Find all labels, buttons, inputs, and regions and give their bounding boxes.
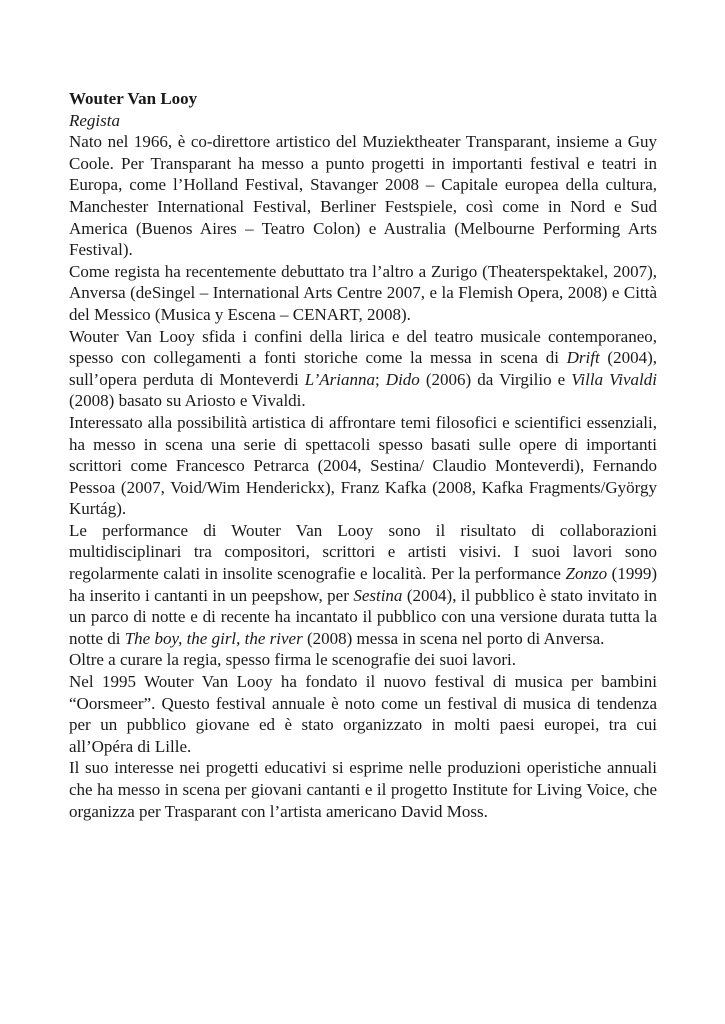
text-run: Le performance di Wouter Van Looy sono il risultato di collaborazioni multidisciplinari tra compositori, scrittori e artisti visivi. I suoi lavori sono regolarmente calati in insolite scenografie e località. Per la performance — [69, 520, 657, 584]
paragraph — [69, 520, 657, 650]
text-run: Interessato alla possibilità artistica di affrontare temi filosofici e scientifici essenziali, ha messo in scena una serie di spettacoli spesso basati sulle opere di importanti scrittori come Francesco Petrarca (2004, Sestina/ Claudio Monteverdi), Fernando Pessoa (2007, Void/Wim Henderickx), Franz Kafka (2008, Kafka Fragments/György Kurtág). — [69, 412, 657, 519]
text-run: (1999) ha inserito i cantanti in un peepshow, per — [69, 564, 657, 605]
italic-title: Drift — [566, 348, 600, 368]
text-run: ; — [375, 369, 386, 389]
text-run: (2004), il pubblico è stato invitato in un parco di notte e di recente ha incantato il pubblico con una versione durata tutta la notte di — [69, 585, 657, 648]
person-role: Regista — [69, 110, 120, 130]
text-run: (2006) da Virgilio e — [419, 369, 572, 389]
text-run: (2008) basato su Ariosto e Vivaldi. — [69, 391, 306, 411]
paragraph — [69, 261, 657, 326]
text-run: Il suo interesse nei progetti educativi si esprime nelle produzioni operistiche annuali che ha messo in scena per giovani cantanti e il progetto Institute for Living Voice, che organizza per Trasparant con l’artista americano David Moss. — [69, 758, 657, 821]
italic-title: The boy, the girl, the river — [124, 628, 303, 648]
italic-title: Dido — [385, 369, 420, 389]
text-run: Nato nel 1966, è co-direttore artistico del Muziektheater Transparant, insieme a Guy Coole. Per Transparant ha messo a punto progetti in importanti festival e teatri in Europa, come l’Holland Festival, Stavanger 2008 – Capitale europea della cultura, Manchester International Festival, Berliner Festspiele, così come in Nord e Sud America (Buenos Aires – Teatro Colon) e Australia (Melbourne Performing Arts Festival). — [69, 132, 657, 260]
italic-title: L’Arianna — [304, 369, 375, 389]
paragraph — [69, 649, 657, 671]
text-run: Nel 1995 Wouter Van Looy ha fondato il nuovo festival di musica per bambini “Oorsmeer”. Questo festival annuale è noto come un festival di musica di tendenza per un pubblico giovane ed è stato organizzato in molti paesi europei, tra cui all’Opéra di Lille. — [69, 672, 657, 756]
text-run: Come regista ha recentemente debuttato tra l’altro a Zurigo (Theaterspektakel, 2007), Anversa (deSingel – International Arts Centre 2007, e la Flemish Opera, 2008) e Città del Messico (Musica y Escena – CENART, 2008). — [69, 261, 657, 324]
italic-title: Villa Vivaldi — [571, 369, 657, 389]
text-run: Wouter Van Looy sfida i confini della lirica e del teatro musicale contemporaneo, spesso con collegamenti a fonti storiche come la messa in scena di — [69, 326, 657, 368]
paragraph — [69, 757, 657, 822]
italic-title: Sestina — [353, 585, 403, 605]
text-run: (2008) messa in scena nel porto di Anversa. — [302, 628, 605, 648]
italic-title: Zonzo — [565, 564, 608, 584]
paragraph — [69, 131, 657, 261]
paragraph — [69, 412, 657, 520]
person-name: Wouter Van Looy — [69, 89, 198, 108]
text-run: Oltre a curare la regia, spesso firma le scenografie dei suoi lavori. — [69, 650, 517, 670]
biography-text — [69, 131, 657, 822]
paragraph — [69, 671, 657, 757]
document-body — [69, 88, 657, 822]
text-run: (2004), sull’opera perduta di Monteverdi — [69, 348, 657, 389]
paragraph — [69, 326, 657, 412]
